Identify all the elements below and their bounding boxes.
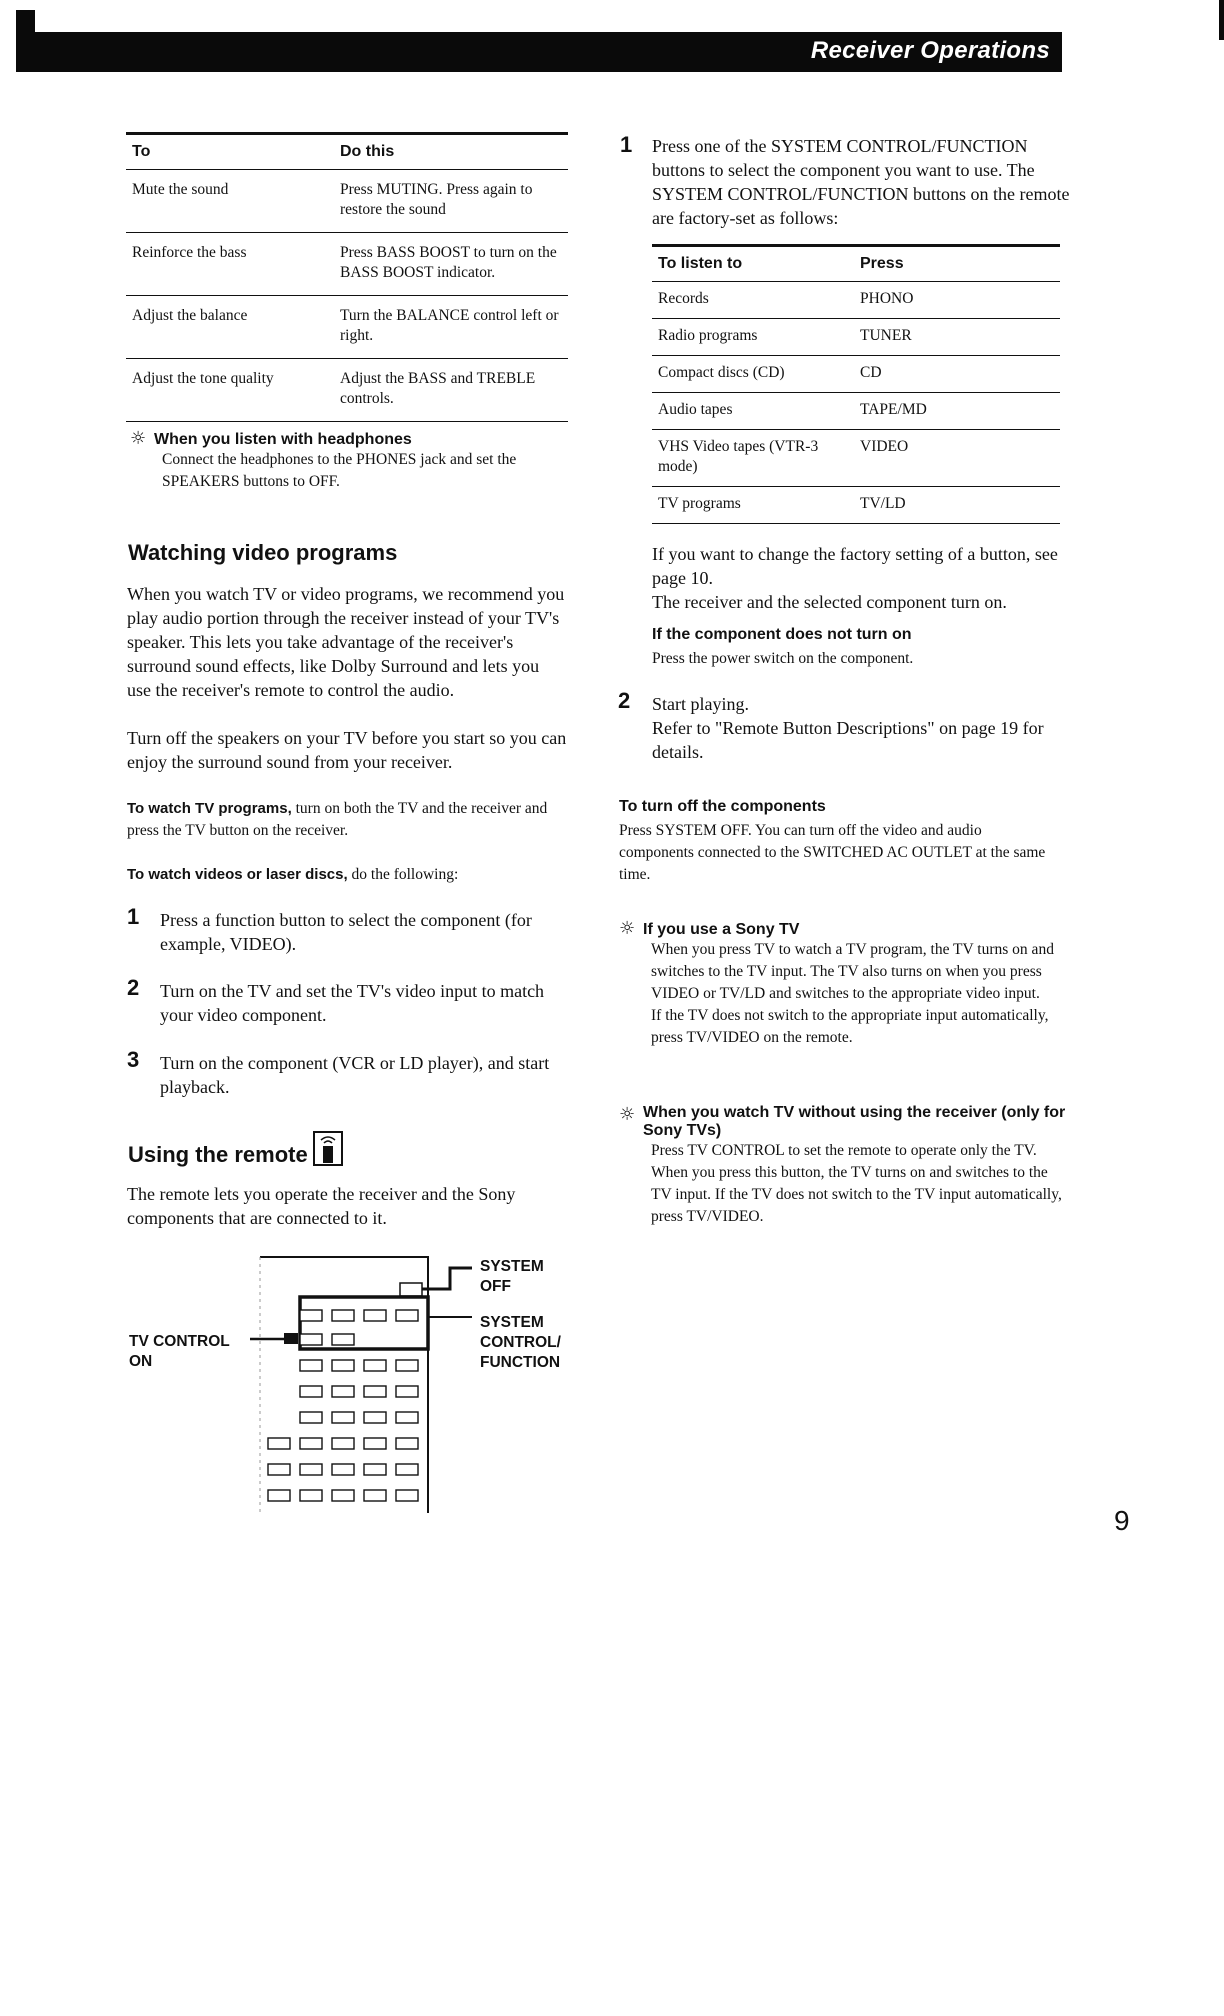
table-cell: Records <box>652 282 854 319</box>
step-number: 3 <box>127 1047 140 1072</box>
system-off-button <box>400 1283 422 1296</box>
table-cell: PHONO <box>854 282 1060 319</box>
tv-instruction <box>127 798 567 842</box>
table-row <box>126 359 568 422</box>
table-cell: Turn the BALANCE control left or right. <box>334 296 568 359</box>
label-line: FUNCTION <box>480 1354 561 1371</box>
table-cell: Compact discs (CD) <box>652 356 854 393</box>
step-2-line: Start playing. <box>652 694 749 714</box>
watching-para-2: Turn off the speakers on your TV before you start so you can enjoy the surround sound from your receiver. <box>127 728 567 772</box>
page-number: 9 <box>1114 1505 1130 1536</box>
table-cell: VHS Video tapes (VTR-3 mode) <box>652 430 854 487</box>
lightbulb-icon: ☼ <box>130 428 147 449</box>
heading-watching: Watching video programs <box>128 540 398 565</box>
step-text: Turn on the component (VCR or LD player), and start playback. <box>160 1053 550 1097</box>
label-line: SYSTEM <box>480 1314 544 1331</box>
label-line: ON <box>129 1353 153 1370</box>
lightbulb-icon: ☼ <box>619 918 636 939</box>
step-text: Press a function button to select the component (for example, VIDEO). <box>160 910 532 954</box>
table-cell: Adjust the BASS and TREBLE controls. <box>334 359 568 422</box>
label-line: CONTROL/ <box>480 1334 561 1351</box>
table-cell: Adjust the tone quality <box>126 359 334 422</box>
tv-instruction-lead: To watch TV programs, <box>127 800 292 817</box>
table-cell: TV programs <box>652 487 854 524</box>
heading-remote: Using the remote <box>128 1142 308 1167</box>
remote-intro: The remote lets you operate the receiver and the Sony components that are connected to it. <box>127 1184 516 1228</box>
step-number: 2 <box>618 688 631 713</box>
table-header-cell: To <box>126 134 334 170</box>
table-cell: Mute the sound <box>126 170 334 233</box>
step-text: Turn on the TV and set the TV's video input to match your video component. <box>160 981 545 1025</box>
table-cell: TUNER <box>854 319 1060 356</box>
table-row <box>126 233 568 296</box>
tip-sony-tv <box>619 918 1069 1049</box>
step-number: 2 <box>127 975 140 1000</box>
step-2-line: Refer to "Remote Button Descriptions" on page 19 for details. <box>652 718 1044 762</box>
table-row <box>126 296 568 359</box>
tip-body: Press TV CONTROL to set the remote to operate only the TV. When you press this button, the TV turns on and switches to the TV input. If the TV does not switch to the TV input automatically, press TV/VIDEO. <box>651 1142 1062 1225</box>
watching-para-1: When you watch TV or video programs, we recommend you play audio portion through the receiver instead of your TV's speaker. This lets you take advantage of the receiver's surround sound effects, like Dolby Surround and lets you use the receiver's remote to control the audio. <box>127 584 565 700</box>
label-line: SYSTEM <box>480 1258 544 1275</box>
table-cell: TV/LD <box>854 487 1060 524</box>
source-table <box>652 244 1060 524</box>
step-number: 1 <box>620 132 633 157</box>
tip-headphones <box>130 428 570 493</box>
video-instruction-text: do the following: <box>347 866 459 883</box>
table-cell: CD <box>854 356 1060 393</box>
video-instruction-lead: To watch videos or laser discs, <box>127 866 348 883</box>
label-line: TV CONTROL <box>129 1333 230 1350</box>
tip-body: If the TV does not switch to the appropriate input automatically, press TV/VIDEO on the remote. <box>651 1007 1049 1046</box>
table-cell: Press BASS BOOST to turn on the BASS BOOST indicator. <box>334 233 568 296</box>
tip-title: When you listen with headphones <box>154 431 412 448</box>
table-cell: TAPE/MD <box>854 393 1060 430</box>
video-instruction <box>127 864 567 886</box>
turn-off-body: Press SYSTEM OFF. You can turn off the video and audio components connected to the SWITCHED AC OUTLET at the same time. <box>619 822 1046 883</box>
label-line: OFF <box>480 1278 511 1295</box>
table-cell: Reinforce the bass <box>126 233 334 296</box>
table-header-cell: Press <box>854 246 1060 282</box>
step-number: 1 <box>127 904 140 929</box>
tip-title: When you watch TV without using the receiver (only for Sony TVs) <box>643 1104 1066 1139</box>
subhead-not-on: If the component does not turn on <box>652 626 912 643</box>
table-header-row <box>126 134 568 170</box>
section-title: Receiver Operations <box>810 37 1050 64</box>
action-table <box>126 132 568 422</box>
edge-mark <box>1219 0 1224 40</box>
table-row <box>652 487 1060 524</box>
table-cell: Press MUTING. Press again to restore the sound <box>334 170 568 233</box>
header-bar <box>16 32 1062 72</box>
table-row <box>126 170 568 233</box>
tip-body: Connect the headphones to the PHONES jack and set the SPEAKERS buttons to OFF. <box>162 451 517 490</box>
table-row <box>652 319 1060 356</box>
label-system-off <box>480 1257 544 1297</box>
table-cell: VIDEO <box>854 430 1060 487</box>
tip-body: When you press TV to watch a TV program, the TV turns on and switches to the TV input. The TV also turns on when you press VIDEO or TV/LD and switches to the appropriate video input. <box>651 941 1054 1002</box>
tv-instruction-text: turn on both the TV and the receiver and press the TV button on the receiver. <box>127 800 548 839</box>
not-on-body: Press the power switch on the component. <box>652 650 914 667</box>
table-row <box>652 356 1060 393</box>
subhead-turn-off: To turn off the components <box>619 798 826 815</box>
tip-title: If you use a Sony TV <box>643 921 800 938</box>
table-cell: Adjust the balance <box>126 296 334 359</box>
label-system-control <box>480 1313 561 1373</box>
table-cell: Radio programs <box>652 319 854 356</box>
table-header-row <box>652 246 1060 282</box>
step-2-text <box>652 692 1072 764</box>
table-row <box>652 430 1060 487</box>
table-row <box>652 393 1060 430</box>
step-1-text: Press one of the SYSTEM CONTROL/FUNCTION buttons to select the component you want to use. The SYSTEM CONTROL/FUNCTION buttons on the remote are factory-set as follows: <box>652 136 1070 228</box>
tip-tv-without-receiver <box>619 1104 1069 1228</box>
component-on-note: The receiver and the selected component turn on. <box>652 592 1007 612</box>
table-cell: Audio tapes <box>652 393 854 430</box>
factory-setting-note: If you want to change the factory setting of a button, see page 10. <box>652 544 1058 588</box>
remote-icon <box>312 1128 346 1168</box>
table-header-cell: To listen to <box>652 246 854 282</box>
table-header-cell: Do this <box>334 134 568 170</box>
lightbulb-icon: ☼ <box>619 1104 636 1125</box>
table-row <box>652 282 1060 319</box>
label-tv-control <box>129 1332 230 1372</box>
